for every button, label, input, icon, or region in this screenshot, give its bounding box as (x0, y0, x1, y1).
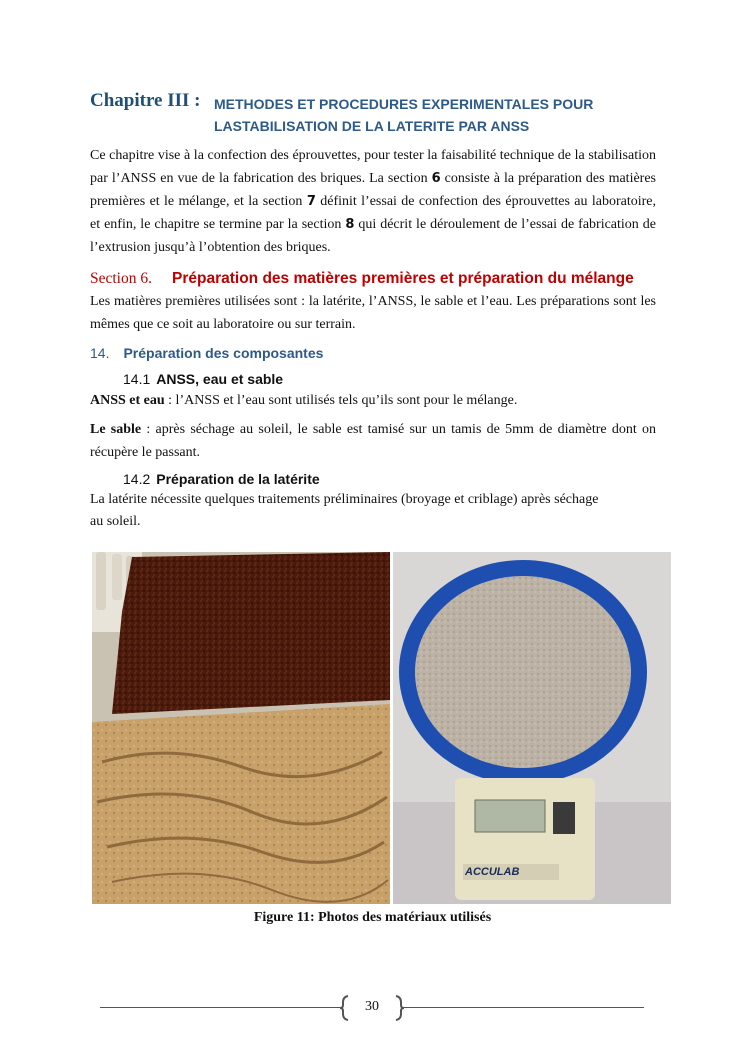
subsection-title: Préparation de la latérite (156, 471, 320, 487)
photo-laterite-sand (92, 552, 390, 904)
chapter-label: Chapitre III : (90, 90, 201, 111)
anss-label: ANSS et eau (90, 393, 165, 408)
chapter-title-line1: METHODES ET PROCEDURES EXPERIMENTALES POUR (214, 96, 594, 112)
section-ref-7: 7 (306, 194, 316, 209)
section-6-text: Les matières premières utilisées sont : la latérite, l’ANSS, le sable et l’eau. Les préparations sont les mêmes que ce soit au laboratoire ou sur terrain. (90, 294, 656, 332)
laterite-paragraph (90, 489, 598, 533)
subsection-title: Préparation des composantes (123, 345, 324, 361)
footer-rule-right (404, 1007, 644, 1008)
subsection-number: 14.2 (123, 471, 151, 487)
intro-paragraph (90, 144, 656, 259)
chapter-title-line2: LASTABILISATION DE LA LATERITE PAR ANSS (214, 118, 530, 134)
anss-text: : l’ANSS et l’eau sont utilisés tels qu’ils sont pour le mélange. (164, 393, 518, 408)
scale-bowl-image (393, 552, 671, 904)
section-ref-8: 8 (345, 217, 355, 232)
laterite-text-line2: au soleil. (90, 514, 141, 529)
subsection-14-heading (90, 345, 323, 361)
figure-caption: Figure 11: Photos des matériaux utilisés (253, 910, 492, 925)
scale-brand-label: ACCULAB (465, 866, 520, 878)
section-6-heading (90, 270, 660, 288)
page-number-box (340, 994, 404, 1022)
subsection-14-1-heading (123, 371, 283, 387)
subsection-number: 14. (90, 345, 110, 361)
section-ref-6: 6 (431, 171, 441, 186)
section-number: Section 6. (90, 270, 152, 287)
chapter-title (214, 93, 656, 137)
sable-text: : après séchage au soleil, le sable est tamisé sur un tamis de 5mm de diamètre dont on récupère le passant. (90, 422, 656, 460)
page-number: 30 (365, 999, 379, 1014)
photo-scale-bowl (393, 552, 671, 904)
footer-rule-left (100, 1007, 340, 1008)
anss-paragraph (90, 389, 656, 412)
subsection-title: ANSS, eau et sable (156, 371, 284, 387)
laterite-text-line1: La latérite nécessite quelques traitements préliminaires (broyage et criblage) après séchage (90, 492, 599, 507)
laterite-sand-image (92, 552, 390, 904)
intro-text-b: consiste à la préparation des matières premières et le mélange, et la section (90, 171, 656, 209)
sable-paragraph (90, 418, 656, 464)
subsection-14-2-heading (123, 471, 320, 487)
intro-text-a: Ce chapitre vise à la confection des éprouvettes, pour tester la faisabilité technique de la stabilisation par l’ANSS en vue de la fabrication des briques. La section (90, 148, 656, 186)
subsection-number: 14.1 (123, 371, 151, 387)
section-title: Préparation des matières premières et préparation du mélange (172, 270, 634, 287)
intro-text-d: qui décrit le déroulement de l’essai de fabrication de l’extrusion jusqu’à l’obtention des briques. (90, 217, 656, 255)
sable-label: Le sable (90, 422, 142, 437)
intro-text-c: définit l’essai de confection des éprouvettes au laboratoire, et enfin, le chapitre se termine par la section (90, 194, 657, 232)
